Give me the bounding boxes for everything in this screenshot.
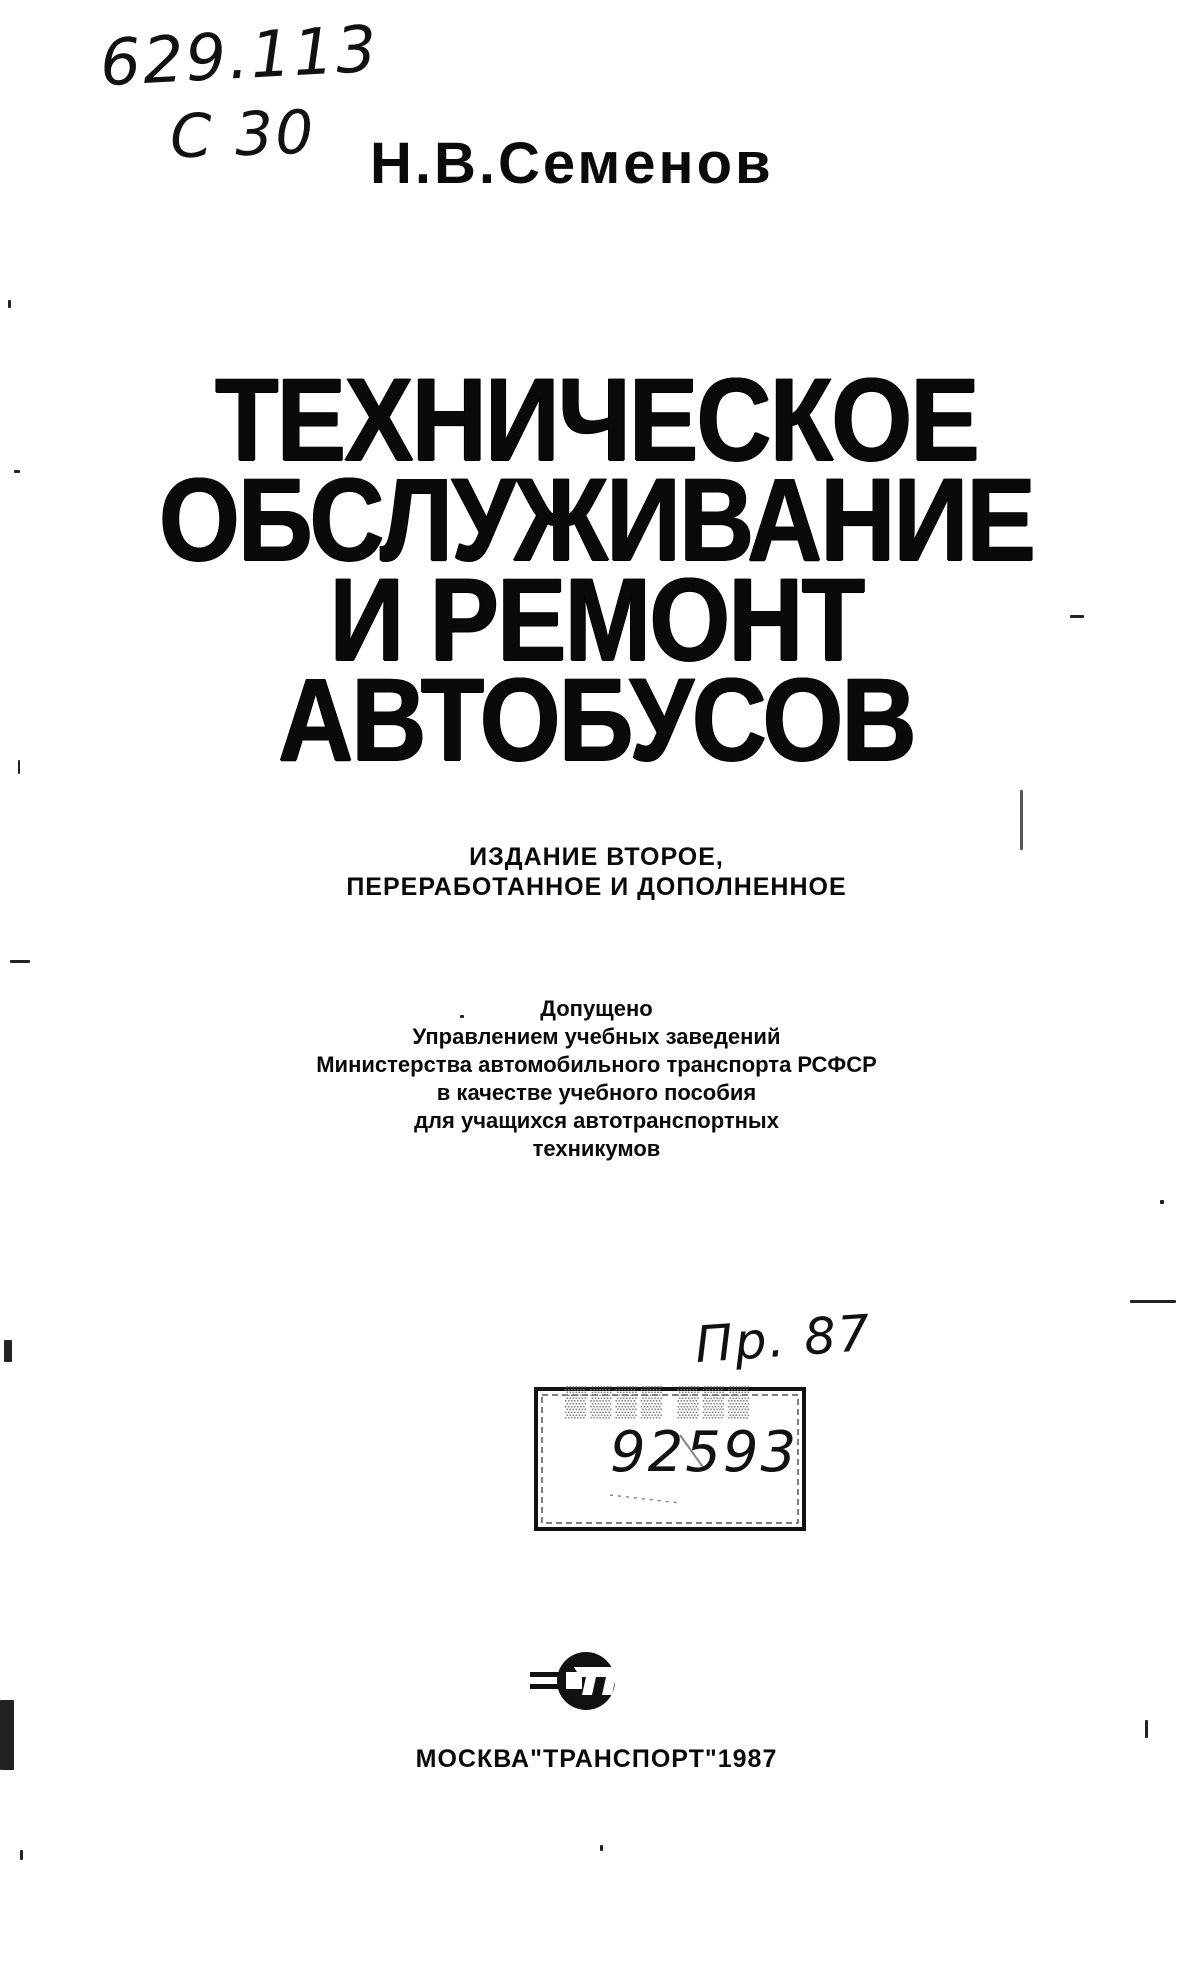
scan-speck — [14, 470, 20, 473]
approval-line: в качестве учебного пособия — [436, 1080, 757, 1105]
scan-speck — [0, 1700, 14, 1770]
scan-speck — [8, 300, 11, 308]
edition-line: ПЕРЕРАБОТАННОЕ И ДОПОЛНЕННОЕ — [346, 873, 847, 901]
approval-line: для учащихся автотранспортных — [414, 1108, 779, 1133]
stamp-inventory-number: 92593 — [610, 1420, 799, 1485]
scan-speck — [4, 1340, 12, 1362]
stamp-handwritten-note: Пр. 87 — [693, 1303, 874, 1375]
publisher-imprint: МОСКВА"ТРАНСПОРТ"1987 — [415, 1745, 778, 1773]
publisher-logo-icon — [530, 1650, 630, 1712]
scan-speck — [1145, 1720, 1148, 1738]
book-title — [0, 354, 1193, 786]
scan-speck — [1160, 1200, 1164, 1204]
scan-speck — [1020, 790, 1023, 850]
author-name: Н.В.Семенов — [370, 131, 774, 196]
scan-speck — [600, 1845, 603, 1851]
approval-line: Министерства автомобильного транспорта РСФСР — [316, 1052, 877, 1077]
edition-note — [0, 842, 1193, 902]
scan-speck — [10, 960, 30, 963]
scan-speck — [20, 1850, 23, 1860]
stamp-faded-text: ▒▒▒▒ ▒▒▒ — [565, 1385, 754, 1418]
handwritten-call-number-line1: 629.113 — [98, 12, 381, 102]
title-line: АВТОБУСОВ — [278, 654, 915, 786]
scan-speck — [1070, 615, 1084, 618]
approval-note — [0, 995, 1193, 1163]
title-line: И РЕМОНТ — [329, 554, 864, 686]
title-line: ОБСЛУЖИВАНИЕ — [159, 454, 1034, 586]
approval-line: техникумов — [532, 1136, 661, 1161]
scan-speck — [1130, 1300, 1176, 1303]
handwritten-call-number-line2: C 30 — [168, 97, 317, 173]
approval-line: Управлением учебных заведений — [412, 1024, 781, 1049]
edition-line: ИЗДАНИЕ ВТОРОЕ, — [469, 843, 724, 871]
scan-speck — [18, 760, 20, 774]
approval-line: Допущено — [540, 996, 653, 1021]
scan-speck — [460, 1015, 464, 1018]
title-line: ТЕХНИЧЕСКОЕ — [215, 354, 978, 486]
